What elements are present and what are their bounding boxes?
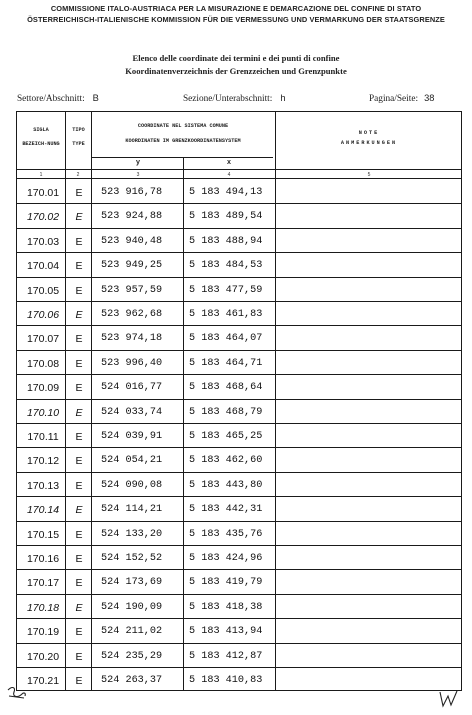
coordinate-x: 5 183 484,53 <box>189 260 263 272</box>
boundary-point-id: 170.14 <box>26 504 60 517</box>
header-sigla <box>19 126 63 148</box>
page-label: Pagina/Seite: <box>369 94 419 104</box>
page-field <box>369 93 434 104</box>
point-type: E <box>75 406 83 419</box>
table-row <box>17 399 463 423</box>
table-row <box>17 447 463 471</box>
coordinate-y: 524 235,29 <box>101 650 163 662</box>
table-row <box>17 618 463 642</box>
point-type: E <box>75 333 83 346</box>
coordinate-y: 523 962,68 <box>101 309 163 320</box>
header-coord-italian: COORDINATE NEL SISTEMA COMUNE <box>137 123 229 129</box>
commission-title-german: ÖSTERREICHISCH-ITALIENISCHE KOMMISSION FÜR DIE VERMESSUNG UND VERMARKUNG DER STAATSGRENZE <box>27 15 445 24</box>
point-type: E <box>75 504 83 517</box>
sector-value: B <box>92 93 99 103</box>
column-number: 2 <box>76 172 80 178</box>
point-type: E <box>75 455 83 468</box>
table-row <box>17 179 463 203</box>
coordinate-x: 5 183 462,60 <box>189 455 263 467</box>
coordinate-y: 524 133,20 <box>101 528 163 540</box>
header-note-german: ANMERKUNGEN <box>340 140 398 146</box>
header-notes <box>277 129 461 147</box>
table-row <box>17 252 463 276</box>
boundary-point-id: 170.08 <box>26 357 60 370</box>
coordinate-y: 524 263,37 <box>101 675 163 686</box>
boundary-point-id: 170.17 <box>26 577 60 590</box>
coordinate-x: 5 183 443,80 <box>189 479 263 491</box>
boundary-point-id: 170.09 <box>26 382 60 395</box>
point-type: E <box>75 601 83 614</box>
column-number: 1 <box>39 172 43 178</box>
coordinate-y: 523 924,88 <box>101 211 163 223</box>
point-type: E <box>75 650 83 663</box>
point-type: E <box>75 187 83 199</box>
point-type: E <box>75 309 83 321</box>
boundary-point-id: 170.04 <box>26 260 60 273</box>
boundary-point-id: 170.20 <box>26 650 60 663</box>
sector-label: Settore/Abschnitt: <box>17 94 85 104</box>
point-type: E <box>75 431 83 443</box>
column-number: 4 <box>227 172 231 178</box>
coordinate-y: 523 957,59 <box>101 284 163 296</box>
coordinate-y: 524 054,21 <box>101 455 163 467</box>
coordinate-x: 5 183 488,94 <box>189 235 263 247</box>
boundary-point-id: 170.11 <box>27 431 59 443</box>
point-type: E <box>75 626 83 639</box>
boundary-point-id: 170.10 <box>26 406 60 419</box>
table-row <box>17 594 463 618</box>
column-number: 5 <box>367 172 371 178</box>
header-tipo-label: TIPO <box>72 127 85 133</box>
coordinate-x: 5 183 435,76 <box>189 528 263 540</box>
coordinate-x: 5 183 477,59 <box>189 284 263 296</box>
coordinate-x: 5 183 494,13 <box>189 187 263 198</box>
coordinate-y: 524 211,02 <box>101 626 163 638</box>
point-type: E <box>75 357 83 370</box>
coordinate-y: 524 033,74 <box>101 406 163 418</box>
coordinate-x: 5 183 413,94 <box>189 626 263 638</box>
coordinate-y: 523 996,40 <box>101 357 163 369</box>
boundary-point-id: 170.06 <box>26 309 60 321</box>
table-row <box>17 423 463 447</box>
column-number: 3 <box>136 172 140 178</box>
coordinate-x: 5 183 468,64 <box>189 382 263 394</box>
header-tipo <box>66 126 91 148</box>
coordinate-x: 5 183 412,87 <box>189 650 263 662</box>
coordinate-x: 5 183 464,71 <box>189 357 263 369</box>
header-bezeichnung-label: BEZEICH-NUNG <box>22 141 60 147</box>
coordinate-x: 5 183 410,83 <box>189 675 263 686</box>
boundary-point-id: 170.16 <box>26 553 60 565</box>
table-row <box>17 228 463 252</box>
signature-right <box>436 688 462 710</box>
section-label: Sezione/Unterabschnitt: <box>183 94 273 104</box>
table-row <box>17 569 463 593</box>
document-subtitle-italian: Elenco delle coordinate dei termini e dei punti di confine <box>132 53 340 63</box>
page-value: 38 <box>424 93 435 103</box>
table-row <box>17 667 463 691</box>
coordinate-y: 523 916,78 <box>101 187 163 198</box>
coordinate-y: 524 090,08 <box>101 479 163 491</box>
header-sigla-label: SIGLA <box>33 127 49 133</box>
table-row <box>17 277 463 301</box>
table-row <box>17 521 463 545</box>
boundary-point-id: 170.13 <box>26 479 60 492</box>
coordinate-y: 524 152,52 <box>101 553 163 564</box>
header-coordinates <box>93 122 273 145</box>
table-row <box>17 350 463 374</box>
table-row <box>17 643 463 667</box>
point-type: E <box>75 284 83 297</box>
boundary-point-id: 170.02 <box>26 211 60 224</box>
coordinate-x: 5 183 424,96 <box>189 553 263 564</box>
point-type: E <box>75 528 83 541</box>
coordinate-y: 524 190,09 <box>101 601 163 613</box>
section-field <box>183 93 286 104</box>
coordinate-x: 5 183 418,38 <box>189 601 263 613</box>
header-note-italian: NOTE <box>358 130 380 136</box>
point-type: E <box>75 675 83 687</box>
commission-title-italian: COMMISSIONE ITALO-AUSTRIACA PER LA MISURAZIONE E DEMARCAZIONE DEL CONFINE DI STATO <box>50 4 422 13</box>
coordinate-y: 524 173,69 <box>101 577 163 589</box>
section-value: h <box>280 93 286 103</box>
table-row <box>17 301 463 325</box>
point-type: E <box>75 479 83 492</box>
coordinate-y: 524 114,21 <box>101 504 163 516</box>
coordinate-x: 5 183 489,54 <box>189 211 263 223</box>
boundary-point-id: 170.03 <box>26 235 60 248</box>
coordinate-y: 524 039,91 <box>101 431 163 442</box>
sector-field <box>17 93 99 104</box>
boundary-point-id: 170.07 <box>26 333 60 346</box>
table-divider <box>17 169 461 170</box>
boundary-point-id: 170.18 <box>26 601 60 614</box>
point-type: E <box>75 577 83 590</box>
boundary-point-id: 170.12 <box>26 455 60 468</box>
boundary-point-id: 170.15 <box>26 528 60 541</box>
table-row <box>17 203 463 227</box>
coordinates-table <box>16 111 462 691</box>
table-row <box>17 545 463 569</box>
boundary-point-id: 170.21 <box>26 675 60 687</box>
header-x: x <box>226 159 232 167</box>
coordinate-x: 5 183 419,79 <box>189 577 263 589</box>
document-subtitle-german: Koordinatenverzeichnis der Grenzzeichen und Grenzpunkte <box>125 66 347 76</box>
boundary-point-id: 170.01 <box>26 187 60 199</box>
coordinate-y: 523 940,48 <box>101 235 163 247</box>
signature-left <box>6 684 28 702</box>
table-row <box>17 472 463 496</box>
point-type: E <box>75 382 83 395</box>
point-type: E <box>75 235 83 248</box>
header-coord-german: KOORDINATEN IM GRENZKOORDINATENSYSTEM <box>125 138 241 144</box>
header-y: y <box>135 159 141 167</box>
boundary-point-id: 170.19 <box>26 626 60 639</box>
table-row <box>17 325 463 349</box>
coordinate-y: 523 949,25 <box>101 260 163 272</box>
boundary-point-id: 170.05 <box>26 284 60 297</box>
coordinate-y: 523 974,18 <box>101 333 163 345</box>
point-type: E <box>75 211 83 224</box>
coordinate-x: 5 183 461,83 <box>189 309 263 320</box>
coordinate-x: 5 183 465,25 <box>189 431 263 442</box>
table-row <box>17 374 463 398</box>
header-type-label: TYPE <box>72 141 85 147</box>
point-type: E <box>75 260 83 273</box>
coordinate-x: 5 183 468,79 <box>189 406 263 418</box>
table-divider <box>91 157 273 158</box>
point-type: E <box>75 553 83 565</box>
coordinate-x: 5 183 442,31 <box>189 504 263 516</box>
coordinate-x: 5 183 464,07 <box>189 333 263 345</box>
coordinate-y: 524 016,77 <box>101 382 163 394</box>
table-row <box>17 496 463 520</box>
